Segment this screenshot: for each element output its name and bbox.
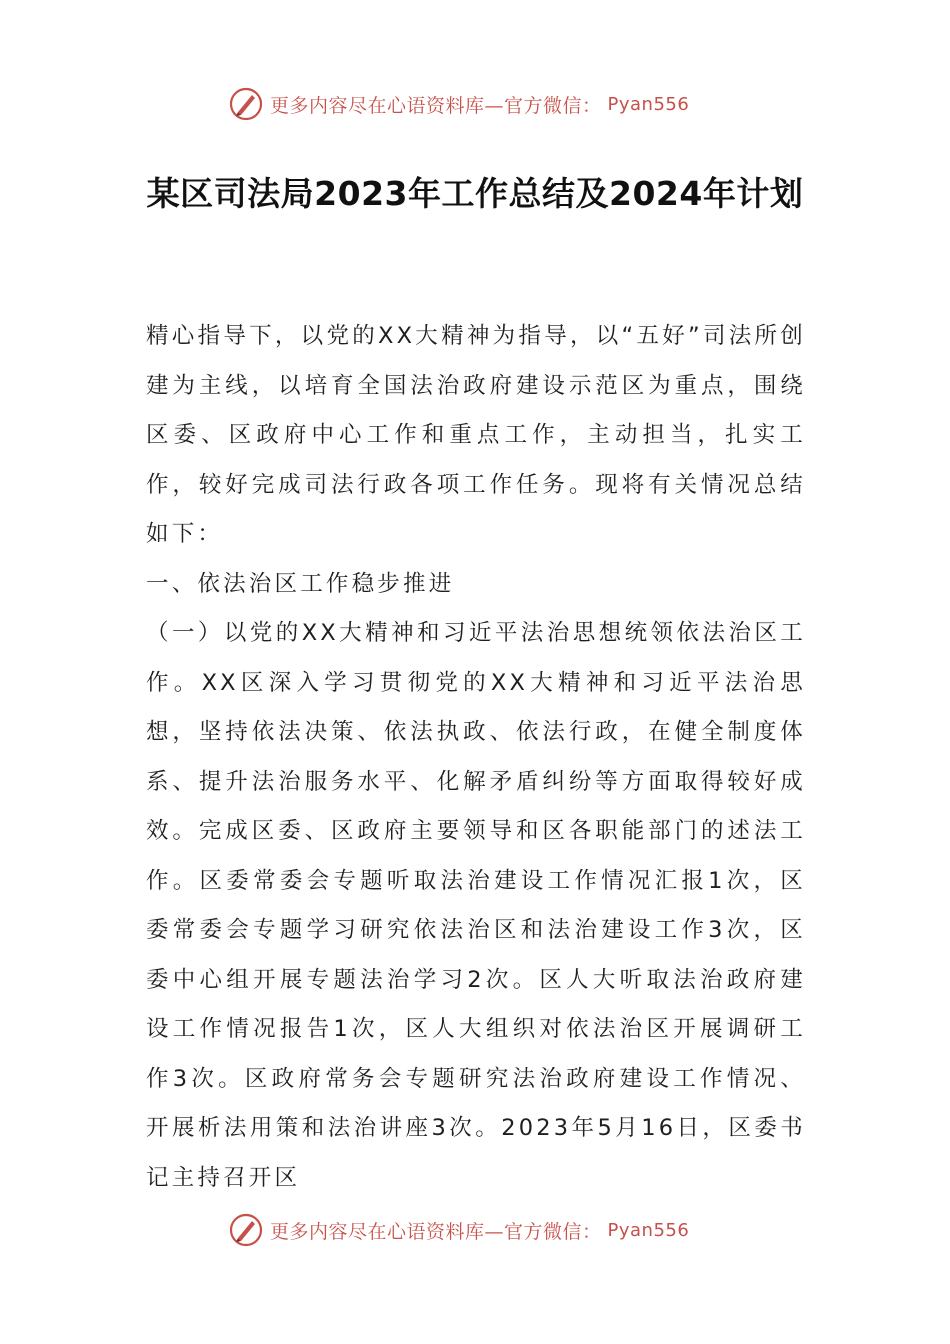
watermark-wechat-id: Pyan556 xyxy=(607,1219,690,1241)
watermark-banner-bottom xyxy=(228,1208,689,1252)
watermark-text: 更多内容尽在心语资料库—官方微信： xyxy=(270,94,602,117)
document-title: 某区司法局2023年工作总结及2024年计划 xyxy=(146,174,804,213)
section-heading: 一、依法治区工作稳步推进 xyxy=(146,570,455,597)
pen-logo-icon xyxy=(228,86,264,122)
watermark-text: 更多内容尽在心语资料库—官方微信： xyxy=(270,1220,602,1243)
watermark-banner-top xyxy=(228,82,689,126)
pen-logo-icon xyxy=(228,1212,264,1248)
watermark-wechat-id: Pyan556 xyxy=(607,93,690,115)
document-body xyxy=(146,312,806,1203)
body-paragraph: （一）以党的XX大精神和习近平法治思想统领依法治区工作。XX区深入学习贯彻党的XX大精神和习近平法治思想，坚持依法决策、依法执政、依法行政，在健全制度体系、提升法治服务水平、化解矛盾纠纷等方面取得较好成效。完成区委、区政府主要领导和区各职能部门的述法工作。区委常委会专题听取法治建设工作情况汇报1次，区委常委会专题学习研究依法治区和法治建设工作3次，区委中心组开展专题法治学习2次。区人大听取法治政府建设工作情况报告1次，区人大组织对依法治区开展调研工作3次。区政府常务会专题研究法治政府建设工作情况、开展析法用策和法治讲座3次。2023年5月16日，区委书记主持召开区 xyxy=(146,620,806,1191)
intro-paragraph: 精心指导下，以党的XX大精神为指导，以“五好”司法所创建为主线，以培育全国法治政府建设示范区为重点，围绕区委、区政府中心工作和重点工作，主动担当，扎实工作，较好完成司法行政各项工作任务。现将有关情况总结如下： xyxy=(146,323,806,547)
